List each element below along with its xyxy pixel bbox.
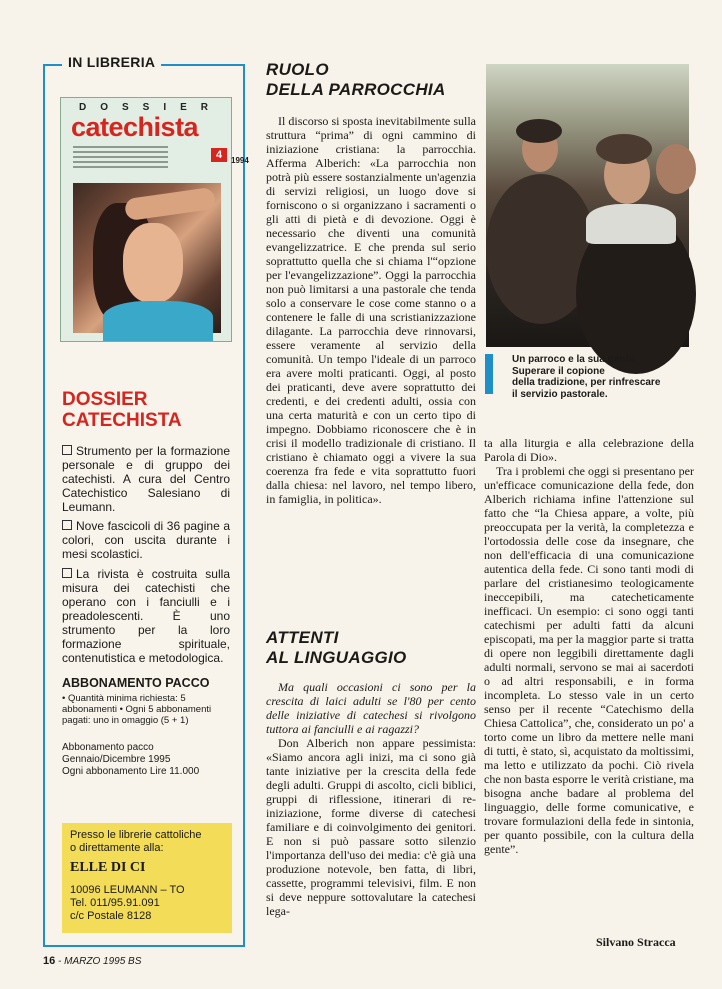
article-column-3 (484, 436, 694, 856)
sidebar-paragraph-3: La rivista è costruita sulla misura dei catechisti che operano con i fanciulli e i preadolescenti. È uno strumento per la loro formazione spirituale, contenutistica e metodologica. (62, 567, 230, 665)
page-number: 16 (43, 955, 56, 967)
page-footer (43, 955, 141, 967)
publisher-name: ELLE DI CI (70, 860, 146, 875)
sidebar-title-line2: CATECHISTA (62, 410, 182, 431)
cover-issue-number: 4 (211, 148, 227, 162)
publisher-address: 10096 LEUMANN – TO Tel. 011/95.91.091 c/c Postale 8128 (70, 884, 185, 922)
subscription-terms: • Quantità minima richiesta: 5 abbonamenti • Ogni 5 abbonamenti pagati: uno in omaggio (5 + 1) (62, 693, 212, 726)
caption-bar (485, 354, 493, 394)
article-column-1 (266, 114, 476, 506)
sidebar-heading: IN LIBRERIA (62, 54, 161, 70)
sidebar-title-line1: DOSSIER (62, 389, 148, 410)
subscription-title: ABBONAMENTO PACCO (62, 676, 210, 690)
article-column-2 (266, 680, 476, 918)
parish-crowd-photo (486, 64, 689, 347)
section-title-ruolo: RUOLO DELLA PARROCCHIA (266, 60, 446, 99)
paragraph: Don Alberich non appare pessimista: «Siamo ancora agli inizi, ma ci sono già tante iniziative per la crescita della fede degli adulti. Gruppi di ascolto, cicli biblici, gruppi di riflessione, itinerari di re-iniziazione, forme diverse di catechesi familiare e di coinvolgimento dei genitori. E non si può passare sotto silenzio l'importanza dell'uso dei media: c'è già una produzione notevole, ben fatta, di libri, cassette, programmi televisivi, film. E non si deve neppure sottovalutare la catechesi lega- (266, 736, 476, 918)
subscription-info: Abbonamento pacco Gennaio/Dicembre 1995 Ogni abbonamento Lire 11.000 (62, 742, 200, 777)
section-title-attenti: ATTENTI AL LINGUAGGIO (266, 628, 407, 667)
lead-paragraph: Ma quali occasioni ci sono per la crescita di laici adulti se l'80 per cento delle iniziative di catechesi si rivolgono tuttora ai fanciulli e ai ragazzi? (266, 680, 476, 736)
checkbox-icon (62, 445, 72, 455)
publisher-box: Presso le librerie cattoliche o direttamente alla: ELLE DI CI 10096 LEUMANN – TO Tel. 011/95.91.091 c/c Postale 8128 (62, 823, 232, 933)
sidebar-title (62, 389, 242, 431)
paragraph: Tra i problemi che oggi si presentano per un'efficace comunicazione della fede, don Alberich richiama infine l'attenzione sul fatto che “la Chiesa appare, a volte, più preoccupata per la verità, la completezza e l'ortodossia delle cose da insegnare, che non dell'efficacia di una comunicazione autentica della fede. Ci sono tanti modi di parlare del cristianesimo teologicamente ineccepibili, ma catecheticamente inefficaci. Un esempio: ci sono oggi tanti catechismi per adulti fatti da alcuni episcopati, ma per la maggior parte si tratta di opere non leggibili direttamente dagli adulti normali, servono se mai ai sacerdoti o ad altri responsabili, e in forma incompleta. Lo stesso vale in un certo senso per il recente “Catechismo della Chiesa Cattolica”, che, considerato un po' a torto come un libro da mettere nelle mani di tutti, è stato, sì, acquistato da moltissimi, ma letto e utilizzato da pochi. Ciò rivela che non basta esporre le verità cristiane, ma bisogna anche badare al problema del linguaggio, delle forme comunicative, e trovare formulazioni della fede in sintonia, per quanto possibile, con la cultura della gente”. (484, 464, 694, 856)
paragraph: ta alla liturgia e alla celebrazione della Parola di Dio». (484, 436, 694, 464)
magazine-cover-image (60, 97, 249, 342)
issue-date: - MARZO 1995 BS (58, 956, 142, 967)
sidebar-paragraph-1: Strumento per la formazione personale e di gruppo dei catechisti. A cura del Centro Catechistico Salesiano di Leumann. (62, 444, 230, 514)
cover-small-text (73, 146, 168, 171)
paragraph: Il discorso si sposta inevitabilmente sulla struttura “prima” di ogni cammino di iniziazione cristiana: la parrocchia. Afferma Alberich: «La parrocchia non potrà più essere sostanzialmente un'agenzia di servizi religiosi, un luogo dove si forniscono o si organizzano i sacramenti o gli atti di pietà e di devozione. Oggi è necessario che diventi una comunità evangelizzatrice. E che prenda sul serio soprattutto quella che si chiama l'“opzione per l'evangelizzazione”. Oggi la parrocchia non può limitarsi a una pastorale che tenda solo a conservare le cose come stanno o a contenere le falle di una scristianizzazione dilagante. La parrocchia deve rinnovarsi, essere veramente al servizio della comunità. Un tempo l'ideale di un parroco era avere molti praticanti. Oggi, al posto dei praticanti, deve avere soprattutto dei credenti, e dei credenti adulti, ossia con una certa maturità e con un certo tipo di impegno. Dobbiamo riconoscere che è in crisi il modello tradizionale di cristiano. Il cristiano è chiamato oggi a vivere la sua coerenza fra fede e vita soprattutto fuori dalla chiesa: nel lavoro, nel tempo libero, in famiglia, in politica». (266, 114, 476, 506)
checkbox-icon (62, 568, 72, 578)
cover-title: catechista (71, 112, 199, 142)
cover-label: DOSSIER (79, 102, 223, 113)
checkbox-icon (62, 520, 72, 530)
cover-year: 1994 (231, 156, 249, 165)
author-signature: Silvano Stracca (596, 935, 676, 949)
photo-caption: Un parroco e la sua gente. Superare il copione della tradizione, per rinfrescare il servizio pastorale. (512, 354, 661, 400)
cover-photo (73, 183, 221, 333)
sidebar-paragraph-2: Nove fascicoli di 36 pagine a colori, con uscita durante i mesi scolastici. (62, 519, 230, 561)
